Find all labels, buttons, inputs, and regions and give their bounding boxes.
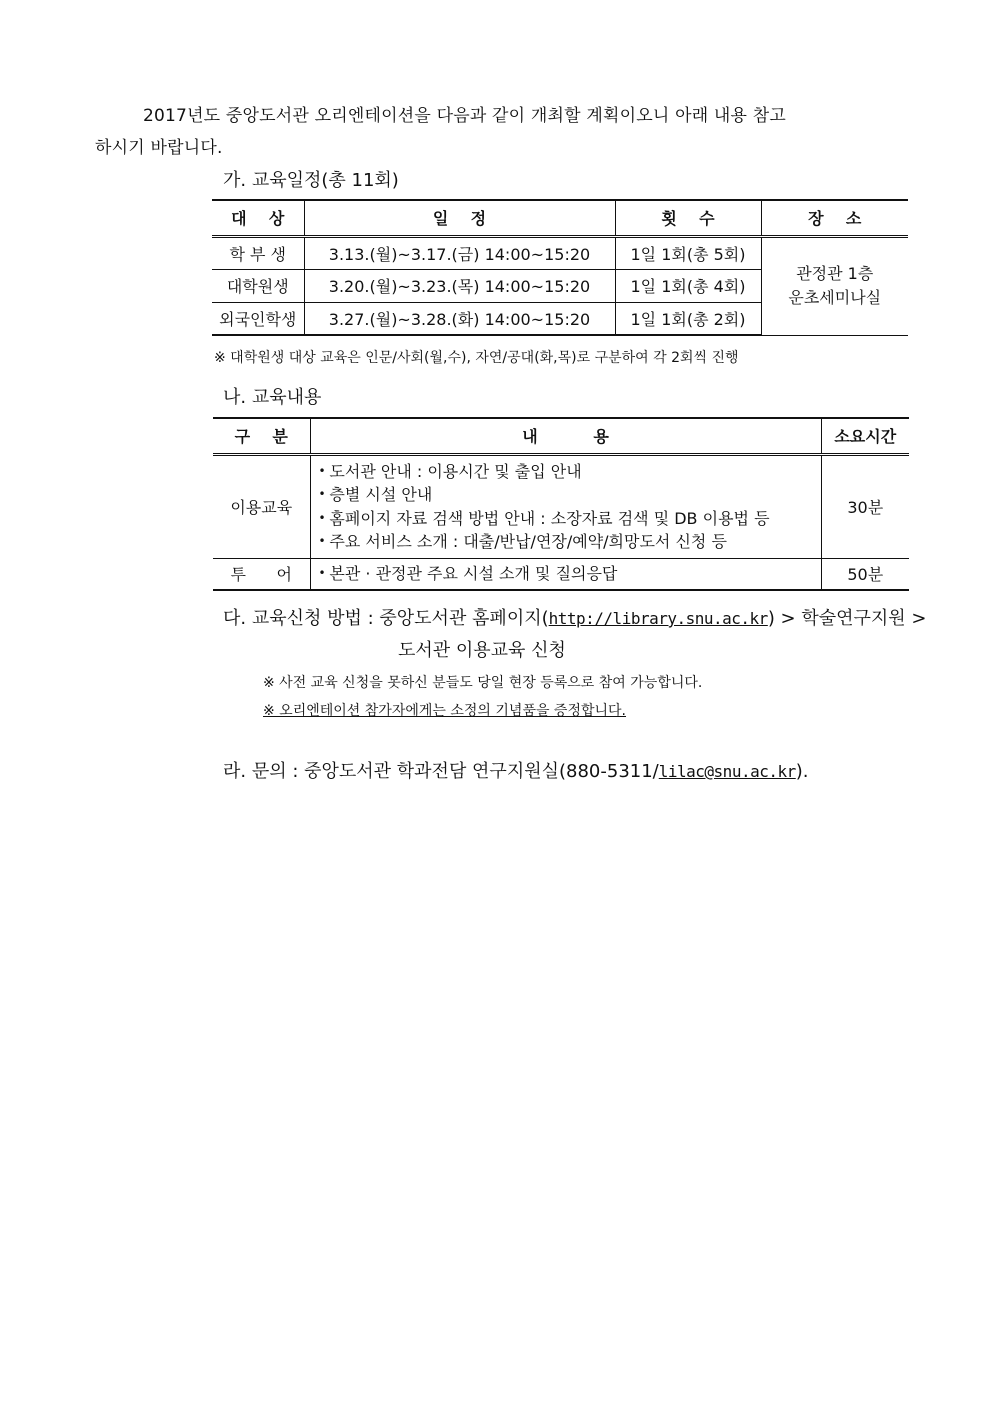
section-c-note-2: ※ 오리엔테이션 참가자에게는 소정의 기념품을 증정합니다. xyxy=(263,703,627,719)
table-row xyxy=(212,236,908,269)
row-category: 이용교육 xyxy=(213,454,310,558)
row-count: 1일 1회(총 4회) xyxy=(615,269,761,302)
row-target: 대학원생 xyxy=(212,269,304,302)
row-category: 투 어 xyxy=(213,558,310,590)
header-schedule: 일 정 xyxy=(304,200,615,236)
header-duration: 소요시간 xyxy=(821,418,909,454)
content-table xyxy=(213,417,909,591)
row-schedule: 3.27.(월)~3.28.(화) 14:00~15:20 xyxy=(304,302,615,335)
row-items xyxy=(310,454,821,558)
section-a-title: 가. 교육일정(총 11회) xyxy=(223,170,399,191)
schedule-note: ※ 대학원생 대상 교육은 인문/사회(월,수), 자연/공대(화,목)로 구분하여 각 2회씩 진행 xyxy=(214,350,739,366)
row-schedule: 3.13.(월)~3.17.(금) 14:00~15:20 xyxy=(304,236,615,269)
contact-email-link[interactable]: lilac@snu.ac.kr xyxy=(658,762,796,781)
place-line-2: 운초세미나실 xyxy=(788,288,882,307)
place-line-1: 관정관 1층 xyxy=(796,264,874,283)
row-target: 학 부 생 xyxy=(212,236,304,269)
row-count: 1일 1회(총 2회) xyxy=(615,302,761,335)
header-target: 대 상 xyxy=(212,200,304,236)
row-schedule: 3.20.(월)~3.23.(목) 14:00~15:20 xyxy=(304,269,615,302)
section-d-prefix: 라. 문의 : 중앙도서관 학과전담 연구지원실(880-5311/ xyxy=(223,761,659,782)
section-d-line xyxy=(223,757,809,783)
library-homepage-link[interactable]: http://library.snu.ac.kr xyxy=(548,609,768,628)
list-item: • 주요 서비스 소개 : 대출/반납/연장/예약/희망도서 신청 등 xyxy=(319,530,813,554)
section-c-suffix: ) > 학술연구지원 > xyxy=(767,608,927,629)
header-place: 장 소 xyxy=(761,200,908,236)
list-item: • 본관 · 관정관 주요 시설 소개 및 질의응답 xyxy=(319,562,813,586)
table-row xyxy=(213,558,909,590)
header-content: 내 용 xyxy=(310,418,821,454)
schedule-header-row xyxy=(212,200,908,236)
intro-line-1: 2017년도 중앙도서관 오리엔테이션을 다음과 같이 개최할 계획이오니 아래 내용 참고 xyxy=(143,106,787,126)
row-target: 외국인학생 xyxy=(212,302,304,335)
section-c-line-2: 도서관 이용교육 신청 xyxy=(398,640,566,661)
schedule-table xyxy=(212,199,908,336)
content-header-row xyxy=(213,418,909,454)
header-count: 횟 수 xyxy=(615,200,761,236)
section-b-title: 나. 교육내용 xyxy=(223,387,322,408)
row-duration: 30분 xyxy=(821,454,909,558)
table-row xyxy=(213,454,909,558)
row-items xyxy=(310,558,821,590)
list-item: • 도서관 안내 : 이용시간 및 출입 안내 xyxy=(319,460,813,484)
section-c-note-1: ※ 사전 교육 신청을 못하신 분들도 당일 현장 등록으로 참여 가능합니다. xyxy=(263,675,703,691)
row-count: 1일 1회(총 5회) xyxy=(615,236,761,269)
intro-line-2: 하시기 바랍니다. xyxy=(95,138,223,158)
section-c-line-1 xyxy=(223,604,927,630)
list-item: • 홈페이지 자료 검색 방법 안내 : 소장자료 검색 및 DB 이용법 등 xyxy=(319,507,813,531)
header-category: 구 분 xyxy=(213,418,310,454)
place-cell xyxy=(761,236,908,335)
section-c-prefix: 다. 교육신청 방법 : 중앙도서관 홈페이지( xyxy=(223,608,549,629)
row-duration: 50분 xyxy=(821,558,909,590)
list-item: • 층별 시설 안내 xyxy=(319,483,813,507)
section-d-suffix: ). xyxy=(795,761,809,782)
